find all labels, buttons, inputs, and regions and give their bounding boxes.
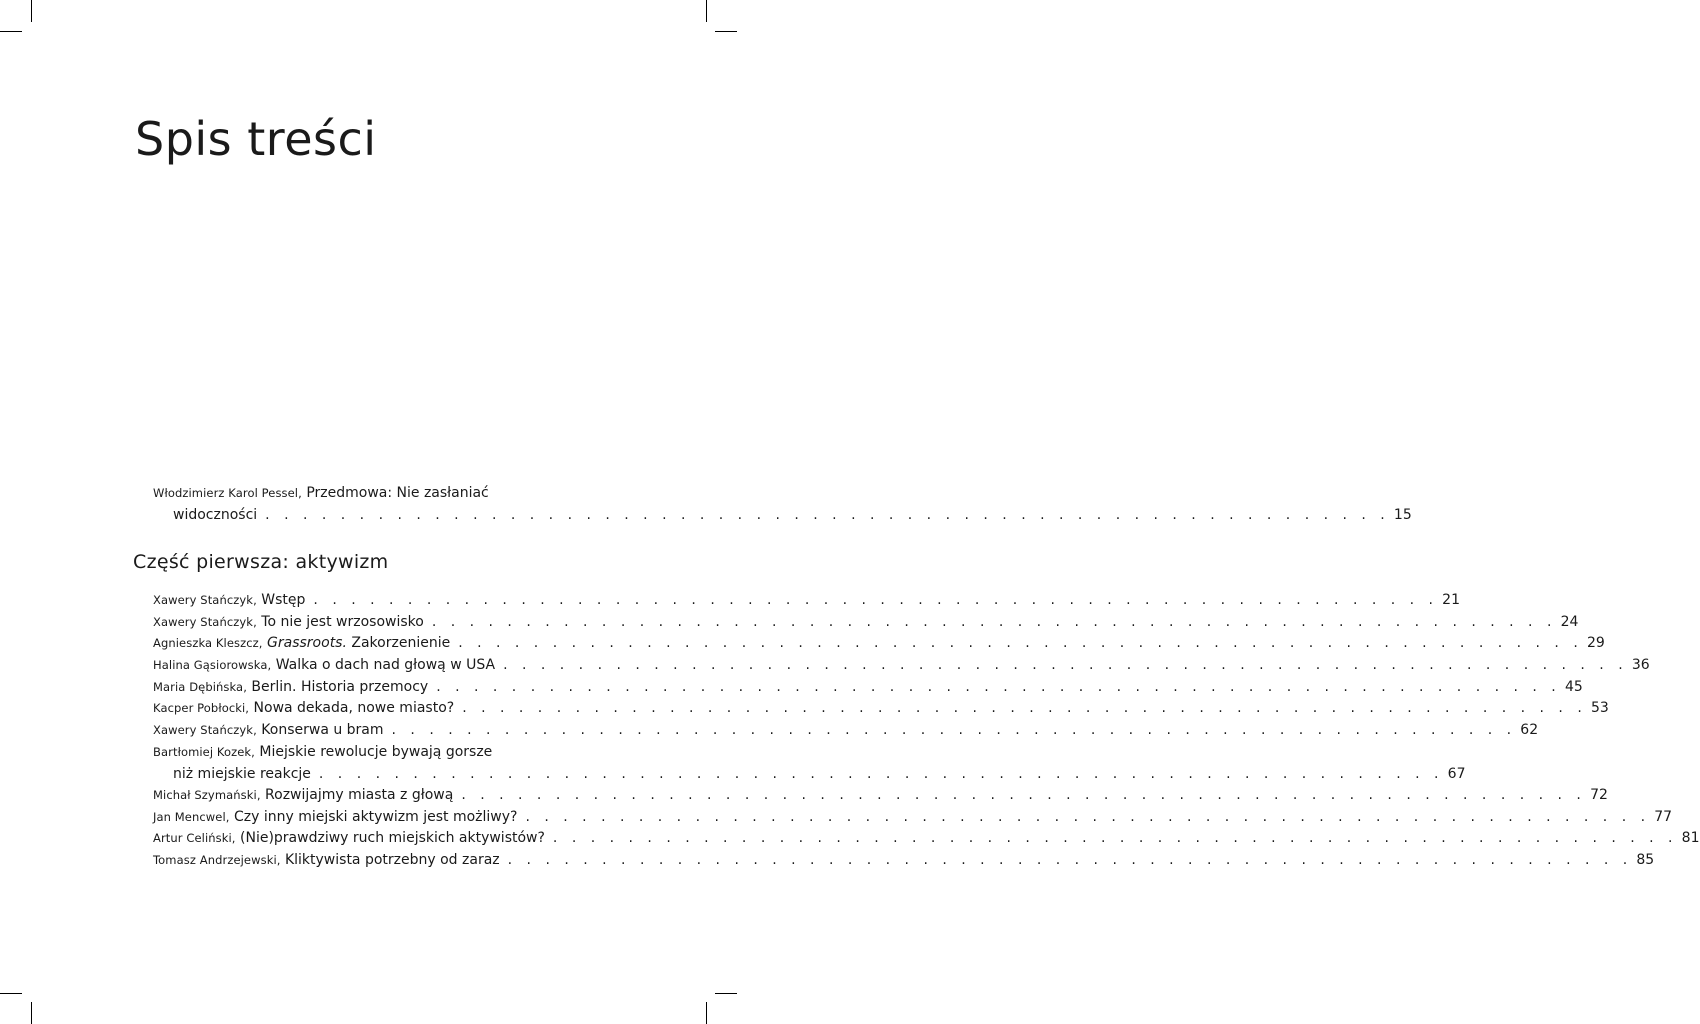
toc-entry-page: 45 xyxy=(1564,679,1583,695)
dot-leader: . . . . . . . . . . . . . . . . . . . . . . . . . . . . . . . . . . . . . . . . . . . . . . . . . . . . . . . . . . . . xyxy=(507,852,1633,868)
toc-entry-page: 67 xyxy=(1447,766,1466,782)
toc-entry-page: 36 xyxy=(1631,657,1650,673)
toc-entry-line xyxy=(153,504,1412,526)
dot-leader: . . . . . . . . . . . . . . . . . . . . . . . . . . . . . . . . . . . . . . . . . . . . . . . . . . . . . . . . . . . . xyxy=(436,679,1561,695)
toc-entry xyxy=(153,849,1655,871)
toc-entry-line xyxy=(153,849,1655,871)
crop-mark-bottom-right-horizontal xyxy=(715,993,737,994)
toc-entry-line xyxy=(153,784,1608,806)
toc-entry-title: Przedmowa: Nie zasłaniać xyxy=(306,485,489,501)
crop-mark-bottom-left-horizontal xyxy=(0,993,22,994)
toc-entry-title-italic: Grassroots. xyxy=(267,635,347,651)
toc-entry xyxy=(153,741,1466,785)
toc-entry-line xyxy=(153,741,608,763)
toc-entry-line xyxy=(153,827,1700,849)
toc-entry-page: 81 xyxy=(1681,830,1700,846)
dot-leader: . . . . . . . . . . . . . . . . . . . . . . . . . . . . . . . . . . . . . . . . . . . . . . . . . . . . . . . . . . . . xyxy=(461,787,1586,803)
toc-entry-title: Kliktywista potrzebny od zaraz xyxy=(284,852,500,868)
toc-entry-author: Michał Szymański, xyxy=(153,788,261,802)
toc-entry-author: Agnieszka Kleszcz, xyxy=(153,636,263,650)
toc-entry xyxy=(153,806,1673,828)
toc-entry-page: 77 xyxy=(1654,809,1673,825)
toc-entry xyxy=(153,654,1650,676)
toc-entry-line xyxy=(153,719,1539,741)
toc-entry xyxy=(153,611,1579,633)
toc-entry-title: Walka o dach nad głową w USA xyxy=(275,657,496,673)
toc-entry-author: Jan Mencwel, xyxy=(153,810,230,824)
toc-entry-title: To nie jest wrzosowisko xyxy=(261,614,424,630)
dot-leader: . . . . . . . . . . . . . . . . . . . . . . . . . . . . . . . . . . . . . . . . . . . . . . . . . . . . . . . . . . . . xyxy=(431,614,1557,630)
toc-entry-author: Kacper Pobłocki, xyxy=(153,701,250,715)
dot-leader: . . . . . . . . . . . . . . . . . . . . . . . . . . . . . . . . . . . . . . . . . . . . . . . . . . . . . . . . . . . . xyxy=(265,507,1390,523)
toc-entry-page: 29 xyxy=(1586,635,1605,651)
dot-leader: . . . . . . . . . . . . . . . . . . . . . . . . . . . . . . . . . . . . . . . . . . . . . . . . . . . . . . . . . . . . xyxy=(552,830,1678,846)
toc-entry-author: Tomasz Andrzejewski, xyxy=(153,853,281,867)
toc-entry-line xyxy=(153,654,1650,676)
dot-leader: . . . . . . . . . . . . . . . . . . . . . . . . . . . . . . . . . . . . . . . . . . . . . . . . . . . . . . . . . . . . xyxy=(391,722,1517,738)
toc-entry-line xyxy=(153,611,1579,633)
toc-entry xyxy=(153,827,1700,849)
toc-entry-author: Artur Celiński, xyxy=(153,831,236,845)
toc-entry xyxy=(153,784,1608,806)
toc-entry-line xyxy=(153,806,1673,828)
toc-entry-title: Nowa dekada, nowe miasto? xyxy=(253,700,455,716)
toc-entry-title: (Nie)prawdziwy ruch miejskich aktywistów? xyxy=(240,830,545,846)
toc-entry-title: Miejskie rewolucje bywają gorsze xyxy=(259,744,493,760)
toc-entry xyxy=(153,719,1539,741)
toc-entry-author: Maria Dębińska, xyxy=(153,680,247,694)
toc-entry-page: 72 xyxy=(1590,787,1608,803)
toc-entry xyxy=(153,632,1605,654)
dot-leader: . . . . . . . . . . . . . . . . . . . . . . . . . . . . . . . . . . . . . . . . . . . . . . . . . . . . . . . . . . . . xyxy=(462,700,1587,716)
crop-mark-top-right-vertical xyxy=(706,0,707,22)
toc-entry-title-rest: Zakorzenienie xyxy=(346,635,451,651)
dot-leader: . . . . . . . . . . . . . . . . . . . . . . . . . . . . . . . . . . . . . . . . . . . . . . . . . . . . . . . . . . . . xyxy=(318,766,1444,782)
toc-entry-page: 53 xyxy=(1590,700,1609,716)
toc-entry-title: Wstęp xyxy=(261,592,306,608)
toc-entry-preface xyxy=(153,482,1412,526)
crop-mark-bottom-right-vertical xyxy=(706,1002,707,1024)
toc-entry-title-continued: niż miejskie reakcje xyxy=(173,766,311,782)
toc-entry-line xyxy=(153,482,608,504)
dot-leader: . . . . . . . . . . . . . . . . . . . . . . . . . . . . . . . . . . . . . . . . . . . . . . . . . . . . . . . . . . . . xyxy=(458,635,1583,651)
toc-entry-author: Xawery Stańczyk, xyxy=(153,723,257,737)
toc-entry-title: Berlin. Historia przemocy xyxy=(251,679,429,695)
toc-entry-page: 62 xyxy=(1520,722,1539,738)
toc-entry-page: 21 xyxy=(1442,592,1460,608)
crop-mark-bottom-left-vertical xyxy=(31,1002,32,1024)
dot-leader: . . . . . . . . . . . . . . . . . . . . . . . . . . . . . . . . . . . . . . . . . . . . . . . . . . . . . . . . . . . . xyxy=(525,809,1651,825)
toc-entry-title: Konserwa u bram xyxy=(261,722,384,738)
toc-entry-title: Rozwijajmy miasta z głową xyxy=(265,787,454,803)
page-title: Spis treści xyxy=(135,112,377,166)
toc-entry-title: Czy inny miejski aktywizm jest możliwy? xyxy=(233,809,518,825)
toc-entry-author: Włodzimierz Karol Pessel, xyxy=(153,486,302,500)
toc-entry-line xyxy=(153,589,1460,611)
dot-leader: . . . . . . . . . . . . . . . . . . . . . . . . . . . . . . . . . . . . . . . . . . . . . . . . . . . . . . . . . . . . xyxy=(313,592,1438,608)
toc-entry-title xyxy=(267,632,450,654)
crop-mark-top-left-horizontal xyxy=(0,31,22,32)
toc-entry-line xyxy=(153,697,1609,719)
toc-entry xyxy=(153,589,1460,611)
dot-leader: . . . . . . . . . . . . . . . . . . . . . . . . . . . . . . . . . . . . . . . . . . . . . . . . . . . . . . . . . . . . xyxy=(503,657,1628,673)
toc-entry-line xyxy=(153,632,1605,654)
toc-entry-line xyxy=(153,763,1466,785)
toc-entry xyxy=(153,697,1609,719)
toc-entry-title-continued: widoczności xyxy=(173,507,258,523)
toc-entry-line xyxy=(153,676,1583,698)
toc-entry-author: Xawery Stańczyk, xyxy=(153,615,257,629)
toc-entry xyxy=(153,676,1583,698)
toc-entry-page: 15 xyxy=(1393,507,1412,523)
crop-mark-top-right-horizontal xyxy=(715,31,737,32)
crop-mark-top-left-vertical xyxy=(31,0,32,22)
toc-entry-author: Xawery Stańczyk, xyxy=(153,593,257,607)
toc-entry-page: 85 xyxy=(1636,852,1655,868)
toc-entry-author: Halina Gąsiorowska, xyxy=(153,658,272,672)
section-heading: Część pierwsza: aktywizm xyxy=(133,551,389,573)
toc-entry-author: Bartłomiej Kozek, xyxy=(153,745,255,759)
toc-entry-page: 24 xyxy=(1560,614,1579,630)
